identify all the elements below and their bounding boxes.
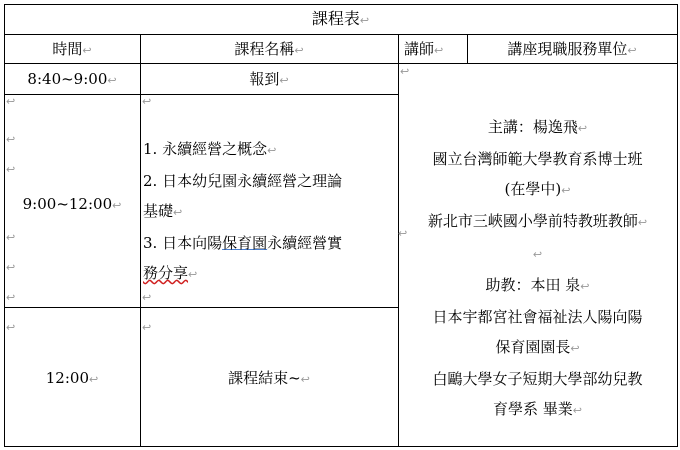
lecturer-info: 主講：楊逸飛↩ 國立台灣師範大學教育系博士班 (在學中)↩ 新北市三峽國小學前特教班教師↩ ↩ 助教：本田 泉↩ 日本宇都宮社會福祉法人陽向陽 保育園園長↩ 白鷗大學女子短期大學部幼兒教 育學系 畢業↩ [398, 112, 677, 426]
course-item: 2. 日本幼兒園永續經營之理論 [143, 172, 343, 190]
course-item: 1. 永續經營之概念↩ [143, 140, 277, 158]
header-lecturer-unit: 講座現職服務單位↩ [507, 40, 637, 58]
lecturer-main-line: (在學中)↩ [504, 180, 571, 198]
assistant-line: 育學系 畢業↩ [493, 400, 582, 418]
lecturer-main-line: 新北市三峽國小學前特教班教師↩ [427, 212, 648, 230]
course-schedule-table: 課程表↩ 時間↩ 課程名稱↩ 講師↩ 講座現職服務單位↩ 8:40~9:00↩ 報到↩ ↩ ↩ ↩ ↩ ↩ ↩ ↩ ↩ 9:00~12:00↩ 1. 永續經營之概念↩ 2. 日本幼兒園永續經營之理論 基礎↩ 3. 日本向陽保育園永續經營實 務分享↩ ↩ ↩ ↩ 12:00↩ 課程結束~↩ ↩ 主講：楊逸飛↩ 國立台灣師範大學教育系博士班 (在學中)↩ 新北市三峽國小學前特教班教師↩ ↩ 助教：本田 泉↩ 日本宇都宮社會福祉法人陽向陽 保育園園長↩ 白鷗大學女子短期大學部幼兒教 育學系 畢業↩ [0, 0, 680, 450]
row-end-time: 12:00↩ [45, 369, 99, 387]
row-end-course: 課程結束~↩ [228, 369, 310, 387]
table-title: 課程表↩ [311, 9, 370, 28]
course-item: 務分享↩ [143, 264, 198, 282]
assistant-title: 助教：本田 泉↩ [485, 276, 590, 294]
header-lecturer: 講師↩ [404, 40, 444, 58]
row-checkin-time: 8:40~9:00↩ [27, 70, 117, 88]
row-session-course-list [143, 134, 397, 290]
header-course-name: 課程名稱↩ [234, 40, 304, 58]
lecturer-main-title: 主講：楊逸飛↩ [487, 118, 588, 136]
assistant-line: 白鷗大學女子短期大學部幼兒教 [432, 370, 643, 388]
course-item: 3. 日本向陽保育園永續經營實 [143, 234, 343, 252]
row-session-time: 9:00~12:00↩ [22, 195, 122, 213]
assistant-line: 日本宇都宮社會福祉法人陽向陽 [432, 308, 643, 326]
assistant-line: 保育園園長↩ [495, 338, 580, 356]
row-checkin-course: 報到↩ [249, 70, 289, 88]
lecturer-main-line: 國立台灣師範大學教育系博士班 [432, 150, 643, 168]
header-time: 時間↩ [52, 40, 92, 58]
course-item: 基礎↩ [143, 202, 183, 220]
